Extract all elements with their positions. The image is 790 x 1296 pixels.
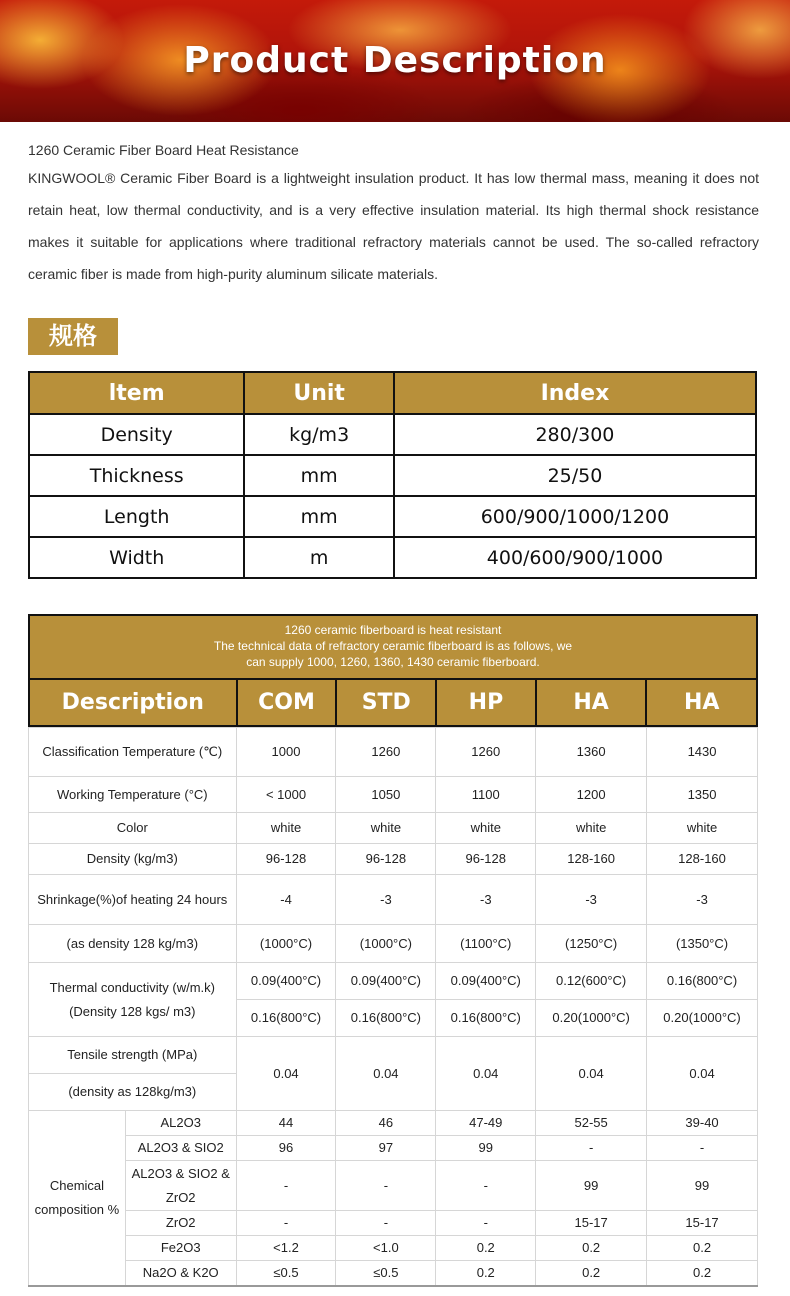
- value-cell: white: [436, 813, 536, 844]
- row-label: Tensile strength (MPa): [29, 1037, 237, 1074]
- chemical-label: Chemical composition %: [29, 1111, 126, 1287]
- row-label: Shrinkage(%)of heating 24 hours: [29, 875, 237, 925]
- row-label: Color: [29, 813, 237, 844]
- intro-section: [28, 140, 759, 290]
- spec-row: [29, 414, 756, 455]
- value-cell: 0.04: [236, 1037, 336, 1111]
- value-cell: 0.16(800°C): [236, 1000, 336, 1037]
- row-label: (as density 128 kg/m3): [29, 925, 237, 963]
- value-cell: 0.12(600°C): [536, 963, 647, 1000]
- value-cell: 0.09(400°C): [236, 963, 336, 1000]
- spec-row: [29, 537, 756, 578]
- row-label: (density as 128kg/m3): [29, 1074, 237, 1111]
- tech-row-class-temp: [29, 728, 758, 777]
- value-cell: 0.20(1000°C): [647, 1000, 758, 1037]
- tech-header-table: [28, 678, 758, 727]
- value-cell: 0.16(800°C): [647, 963, 758, 1000]
- tech-header-hp: HP: [436, 679, 536, 726]
- value-cell: 0.09(400°C): [436, 963, 536, 1000]
- value-cell: 0.2: [647, 1261, 758, 1287]
- chem-name: AL2O3: [125, 1111, 236, 1136]
- value-cell: 96: [236, 1136, 336, 1161]
- tech-row-thermal-1: [29, 963, 758, 1000]
- tech-table: [28, 727, 758, 1287]
- value-cell: 96-128: [336, 844, 436, 875]
- tech-caption: [28, 614, 758, 678]
- row-label: Classification Temperature (℃): [29, 728, 237, 777]
- tech-header-description: Description: [29, 679, 237, 726]
- value-cell: <1.2: [236, 1236, 336, 1261]
- value-cell: -4: [236, 875, 336, 925]
- tech-row-chem: [29, 1161, 758, 1211]
- tech-row-tensile-1: [29, 1037, 758, 1074]
- value-cell: 1260: [436, 728, 536, 777]
- chem-name: AL2O3 & SIO2: [125, 1136, 236, 1161]
- tech-row-chem: [29, 1136, 758, 1161]
- spec-row: [29, 455, 756, 496]
- value-cell: 128-160: [536, 844, 647, 875]
- spec-cell: Length: [29, 496, 244, 537]
- value-cell: 1100: [436, 777, 536, 813]
- tech-row-chem: [29, 1236, 758, 1261]
- tech-header-std: STD: [336, 679, 436, 726]
- value-cell: 0.04: [436, 1037, 536, 1111]
- chem-name: Na2O & K2O: [125, 1261, 236, 1287]
- spec-cell: 280/300: [394, 414, 756, 455]
- spec-header-item: ltem: [29, 372, 244, 414]
- value-cell: 39-40: [647, 1111, 758, 1136]
- value-cell: -: [536, 1136, 647, 1161]
- value-cell: 0.09(400°C): [336, 963, 436, 1000]
- value-cell: (1350°C): [647, 925, 758, 963]
- value-cell: white: [647, 813, 758, 844]
- tech-header-row: [29, 679, 757, 726]
- spec-cell: 25/50: [394, 455, 756, 496]
- tech-row-chem: [29, 1111, 758, 1136]
- header-banner: [0, 0, 790, 122]
- row-label: Density (kg/m3): [29, 844, 237, 875]
- value-cell: -: [236, 1211, 336, 1236]
- value-cell: -: [436, 1161, 536, 1211]
- value-cell: 0.20(1000°C): [536, 1000, 647, 1037]
- value-cell: 99: [436, 1136, 536, 1161]
- value-cell: (1000°C): [336, 925, 436, 963]
- value-cell: 52-55: [536, 1111, 647, 1136]
- spec-cell: kg/m3: [244, 414, 394, 455]
- value-cell: white: [236, 813, 336, 844]
- tech-row-shrinkage: [29, 875, 758, 925]
- tech-header-ha: HA: [536, 679, 647, 726]
- spec-cell: Density: [29, 414, 244, 455]
- spec-header-unit: Unit: [244, 372, 394, 414]
- value-cell: 0.2: [536, 1236, 647, 1261]
- value-cell: 1200: [536, 777, 647, 813]
- value-cell: 1430: [647, 728, 758, 777]
- spec-cell: Width: [29, 537, 244, 578]
- value-cell: 46: [336, 1111, 436, 1136]
- value-cell: -: [336, 1161, 436, 1211]
- chem-name: AL2O3 & SIO2 & ZrO2: [125, 1161, 236, 1211]
- value-cell: 97: [336, 1136, 436, 1161]
- tech-row-as-density: [29, 925, 758, 963]
- value-cell: 15-17: [647, 1211, 758, 1236]
- value-cell: 0.16(800°C): [436, 1000, 536, 1037]
- value-cell: -3: [436, 875, 536, 925]
- tech-header-com: COM: [237, 679, 337, 726]
- value-cell: 1000: [236, 728, 336, 777]
- value-cell: 1260: [336, 728, 436, 777]
- value-cell: 0.2: [436, 1261, 536, 1287]
- value-cell: -3: [336, 875, 436, 925]
- spec-row: [29, 496, 756, 537]
- value-cell: 1350: [647, 777, 758, 813]
- value-cell: 0.04: [647, 1037, 758, 1111]
- value-cell: 0.2: [436, 1236, 536, 1261]
- tech-caption-line: 1260 ceramic fiberboard is heat resistant: [284, 623, 502, 637]
- value-cell: (1100°C): [436, 925, 536, 963]
- spec-table: [28, 371, 757, 579]
- intro-heading: 1260 Ceramic Fiber Board Heat Resistance: [28, 142, 299, 158]
- value-cell: 0.04: [536, 1037, 647, 1111]
- value-cell: 99: [536, 1161, 647, 1211]
- spec-cell: 400/600/900/1000: [394, 537, 756, 578]
- spec-header-index: Index: [394, 372, 756, 414]
- tech-row-density: [29, 844, 758, 875]
- value-cell: white: [336, 813, 436, 844]
- value-cell: 128-160: [647, 844, 758, 875]
- value-cell: -3: [647, 875, 758, 925]
- tech-row-chem: [29, 1211, 758, 1236]
- tech-section: [28, 614, 758, 1287]
- value-cell: 15-17: [536, 1211, 647, 1236]
- spec-cell: 600/900/1000/1200: [394, 496, 756, 537]
- spec-cell: mm: [244, 455, 394, 496]
- value-cell: 0.2: [536, 1261, 647, 1287]
- value-cell: 1050: [336, 777, 436, 813]
- value-cell: (1250°C): [536, 925, 647, 963]
- intro-body: KINGWOOL® Ceramic Fiber Board is a lightweight insulation product. It has low thermal mass, meaning it does not retain heat, low thermal conductivity, and is a very effective insulation material. Its high thermal shock resistance makes it suitable for applications where traditional refractory materials cannot be used. The so-called refractory ceramic fiber is made from high-purity aluminum silicate materials.: [28, 170, 759, 282]
- chem-name: ZrO2: [125, 1211, 236, 1236]
- value-cell: -: [236, 1161, 336, 1211]
- spec-tag: 规格: [28, 318, 118, 355]
- value-cell: 0.04: [336, 1037, 436, 1111]
- value-cell: 96-128: [236, 844, 336, 875]
- row-label: Thermal conductivity (w/m.k)(Density 128 kgs/ m3): [29, 963, 237, 1037]
- value-cell: ≤0.5: [236, 1261, 336, 1287]
- value-cell: ≤0.5: [336, 1261, 436, 1287]
- tech-row-color: [29, 813, 758, 844]
- tech-header-ha: HA: [646, 679, 757, 726]
- value-cell: -3: [536, 875, 647, 925]
- value-cell: 0.2: [647, 1236, 758, 1261]
- value-cell: 47-49: [436, 1111, 536, 1136]
- value-cell: -: [436, 1211, 536, 1236]
- value-cell: 0.16(800°C): [336, 1000, 436, 1037]
- value-cell: 99: [647, 1161, 758, 1211]
- spec-cell: Thickness: [29, 455, 244, 496]
- spec-cell: mm: [244, 496, 394, 537]
- tech-row-chem: [29, 1261, 758, 1287]
- page-title: Product Description: [183, 40, 607, 81]
- chem-name: Fe2O3: [125, 1236, 236, 1261]
- value-cell: white: [536, 813, 647, 844]
- spec-header-row: [29, 372, 756, 414]
- value-cell: (1000°C): [236, 925, 336, 963]
- value-cell: -: [647, 1136, 758, 1161]
- value-cell: -: [336, 1211, 436, 1236]
- spec-cell: m: [244, 537, 394, 578]
- tech-caption-line: The technical data of refractory ceramic fiberboard is as follows, we: [213, 639, 573, 653]
- tech-caption-line: can supply 1000, 1260, 1360, 1430 ceramic fiberboard.: [246, 655, 540, 669]
- value-cell: <1.0: [336, 1236, 436, 1261]
- value-cell: < 1000: [236, 777, 336, 813]
- tech-row-working-temp: [29, 777, 758, 813]
- value-cell: 96-128: [436, 844, 536, 875]
- value-cell: 44: [236, 1111, 336, 1136]
- value-cell: 1360: [536, 728, 647, 777]
- row-label: Working Temperature (°C): [29, 777, 237, 813]
